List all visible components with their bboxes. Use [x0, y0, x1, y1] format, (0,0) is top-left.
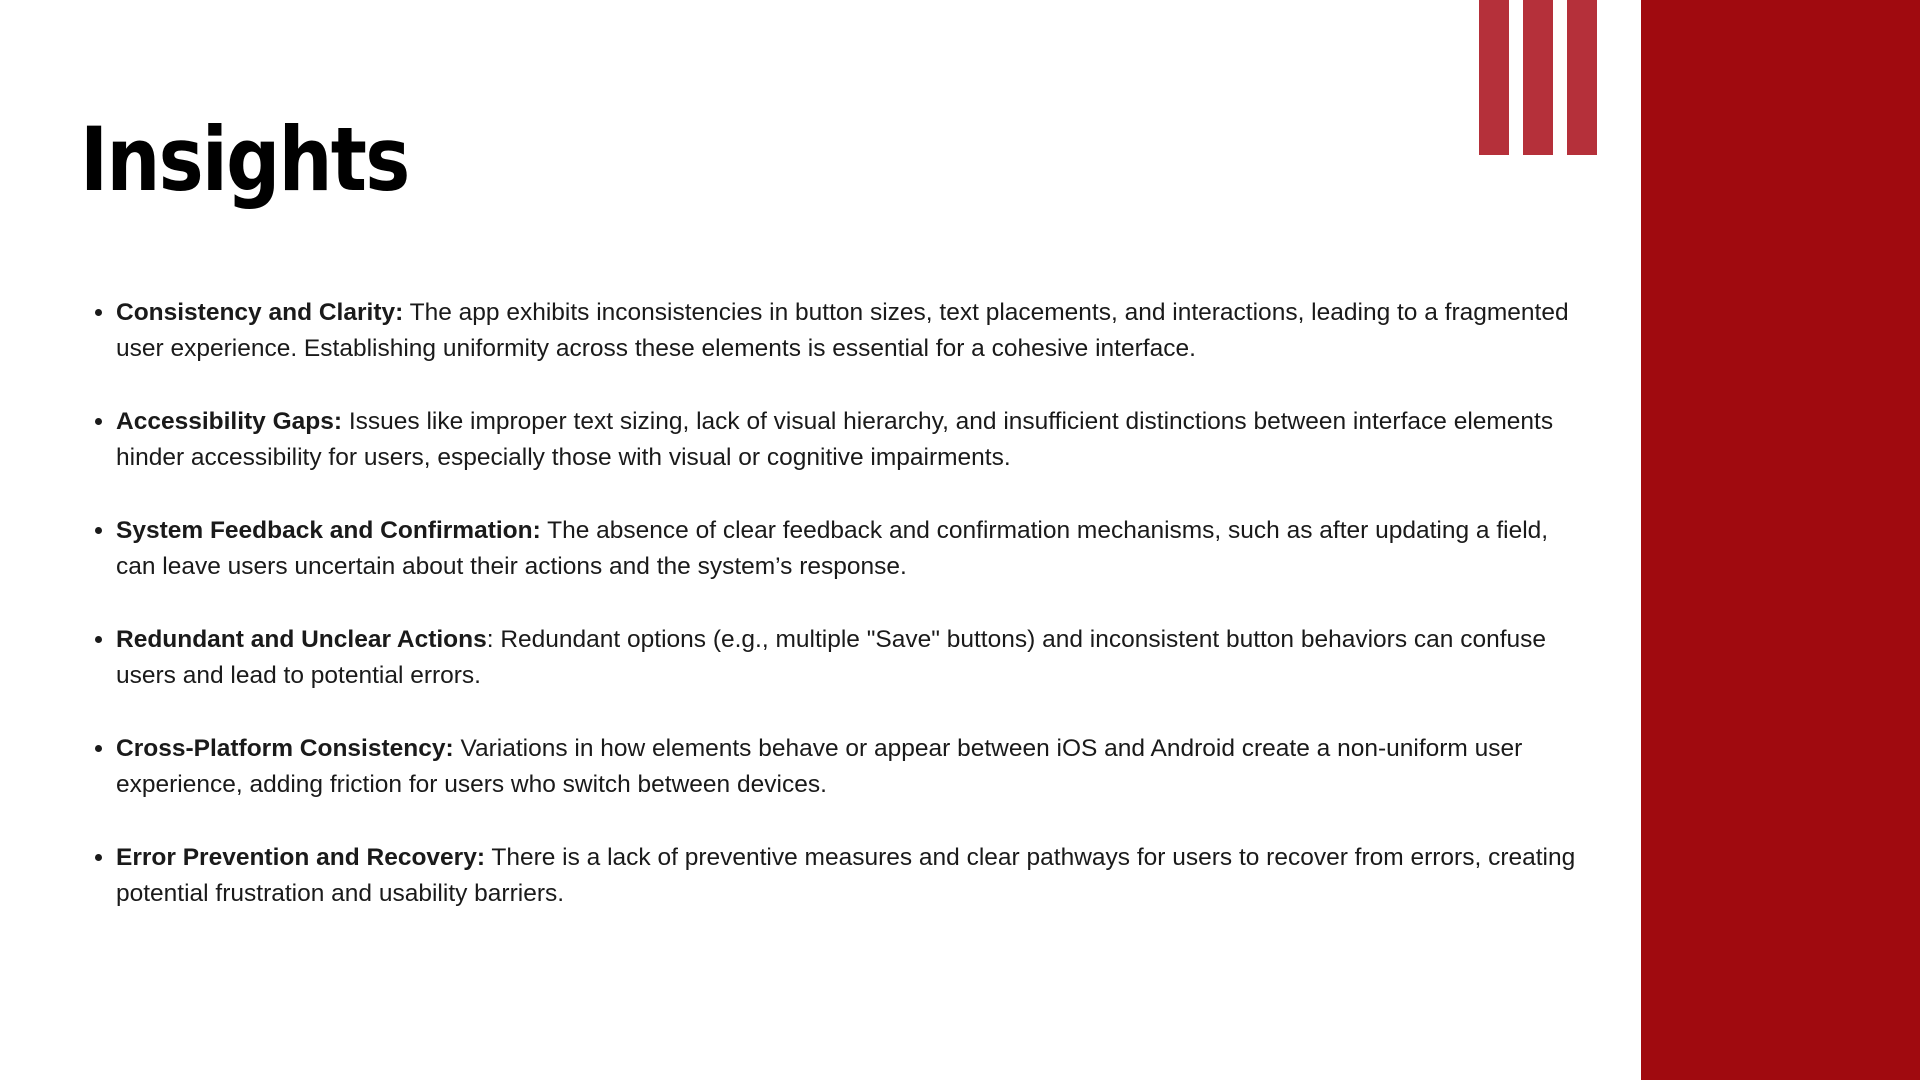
- list-item: [116, 295, 1586, 367]
- decorative-bar: [1567, 0, 1597, 155]
- list-item: [116, 513, 1586, 585]
- item-text: The app exhibits inconsistencies in button sizes, text placements, and interactions, leading to a fragmented user experience. Establishing uniformity across these elements is essential for a cohesive interface.: [116, 299, 1569, 362]
- item-term: Cross-Platform Consistency:: [116, 735, 454, 762]
- item-text: Variations in how elements behave or appear between iOS and Android create a non-uniform user experience, adding friction for users who switch between devices.: [116, 735, 1523, 798]
- list-item: [116, 404, 1586, 476]
- decorative-bar: [1479, 0, 1509, 155]
- item-text: Issues like improper text sizing, lack of visual hierarchy, and insufficient distinctions between interface elements hinder accessibility for users, especially those with visual or cognitive impairments.: [116, 408, 1554, 471]
- item-text: There is a lack of preventive measures and clear pathways for users to recover from errors, creating potential frustration and usability barriers.: [116, 844, 1576, 907]
- insights-list: [88, 295, 1586, 949]
- item-term: Error Prevention and Recovery:: [116, 844, 485, 871]
- slide-title: Insights: [80, 108, 409, 211]
- item-term: Accessibility Gaps:: [116, 408, 343, 435]
- item-term: Redundant and Unclear Actions: [116, 626, 487, 653]
- list-item: [116, 622, 1586, 694]
- item-term: System Feedback and Confirmation:: [116, 517, 541, 544]
- red-side-panel: [1641, 0, 1920, 1080]
- item-text: : Redundant options (e.g., multiple "Save" buttons) and inconsistent button behaviors can confuse users and lead to potential errors.: [116, 626, 1547, 689]
- decorative-bar: [1523, 0, 1553, 155]
- item-text: The absence of clear feedback and confirmation mechanisms, such as after updating a field, can leave users uncertain about their actions and the system’s response.: [116, 517, 1549, 580]
- list-item: [116, 840, 1586, 912]
- list-item: [116, 731, 1586, 803]
- item-term: Consistency and Clarity:: [116, 299, 404, 326]
